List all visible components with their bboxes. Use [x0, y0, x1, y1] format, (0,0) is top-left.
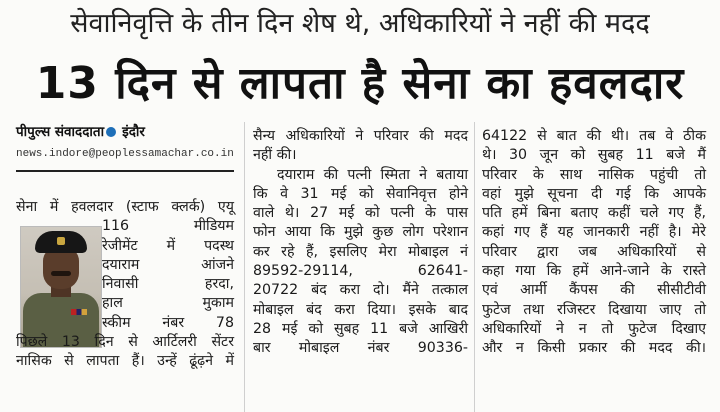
main-headline: 13 दिन से लापता है सेना का हवलदार	[35, 58, 685, 109]
reporter-name: पीपुल्स संवाददाता	[16, 124, 105, 140]
body-line: थे। 30 जून को सुबह 11 बजे मैं	[482, 147, 706, 164]
body-line: सैन्य अधिकारियों ने परिवार की मदद	[253, 128, 468, 144]
body-line: कहां गए हैं यह जानकारी नहीं है। मेरे	[482, 224, 706, 241]
body-line: बार मोबाइल नंबर 90336-	[253, 340, 468, 357]
body-line: और न किसी प्रकार की मदद की।	[482, 340, 706, 357]
column-divider-2	[474, 122, 475, 412]
body-line: 116 मीडियम	[102, 218, 234, 235]
reporter-email: news.indore@peoplessamachar.co.in	[16, 148, 234, 160]
body-line: परिवार द्वारा जब अधिकारियों से	[482, 243, 706, 260]
body-line: परिवार के साथ नासिक पहुंची तो	[482, 166, 706, 183]
body-line: निवासी हरदा,	[102, 276, 234, 293]
byline-divider	[16, 170, 234, 172]
body-line: 28 मई को सुबह 11 बजे आखिरी	[253, 320, 468, 337]
body-line: फोन आया कि मुझे कुछ लोग परेशान	[253, 224, 468, 241]
body-line: 64122 से बात की थी। तब वे ठीक	[482, 128, 706, 144]
article-column-3	[482, 127, 706, 359]
body-line: वाले थे। 27 मई को पत्नी के पास	[253, 205, 468, 222]
body-line: कि वे 31 मई को सेवानिवृत्त होने	[253, 185, 468, 202]
body-line: पति हमें बिना बताए कहीं चले गए हैं,	[482, 205, 706, 222]
body-line: एवं आर्मी कैंपस की सीसीटीवी	[482, 282, 706, 299]
body-line: वहां मुझे सूचना दी गई कि आपके	[482, 185, 706, 202]
body-line: दयाराम की पत्नी स्मिता ने बताया	[277, 166, 468, 183]
body-line: कर रहे हैं, इसलिए मेरा मोबाइल नं	[253, 243, 468, 260]
body-line: नहीं की।	[253, 147, 297, 164]
body-line: दयाराम आंजने	[102, 256, 234, 273]
body-line: मोबाइल बंद करा दिया। इसके बाद	[253, 301, 468, 318]
body-line: 20722 बंद करा दो। मैंने तत्काल	[253, 282, 468, 299]
body-line: नासिक से लापता हैं। उन्हें ढूंढ़ने में	[16, 353, 234, 370]
column-divider-1	[244, 122, 245, 412]
body-line: अधिकारियों ने न तो फुटेज दिखाए	[482, 320, 706, 337]
body-line: स्कीम नंबर 78	[102, 314, 234, 331]
body-line: 89592-29114, 62641-	[253, 263, 468, 280]
article-column-2	[253, 127, 468, 359]
body-line: हाल मुकाम	[102, 295, 234, 312]
dateline-city: इंदौर	[122, 124, 145, 140]
body-line: कहा गया कि हमें आने-जाने के रास्ते	[482, 263, 706, 280]
byline-dot-icon	[106, 127, 116, 137]
body-line: सेना में हवलदार (स्टाफ क्लर्क) एयू	[16, 199, 234, 215]
article-column-1	[16, 198, 234, 372]
body-line: फुटेज तथा रजिस्टर दिखाया जाए तो	[482, 301, 706, 318]
kicker-headline: सेवानिवृत्ति के तीन दिन शेष थे, अधिकारियों ने नहीं की मदद	[70, 8, 650, 39]
byline	[16, 123, 234, 141]
body-line: पिछले 13 दिन से आर्टिलरी सेंटर	[16, 334, 234, 351]
body-line: रेजीमेंट में पदस्थ	[102, 237, 234, 254]
